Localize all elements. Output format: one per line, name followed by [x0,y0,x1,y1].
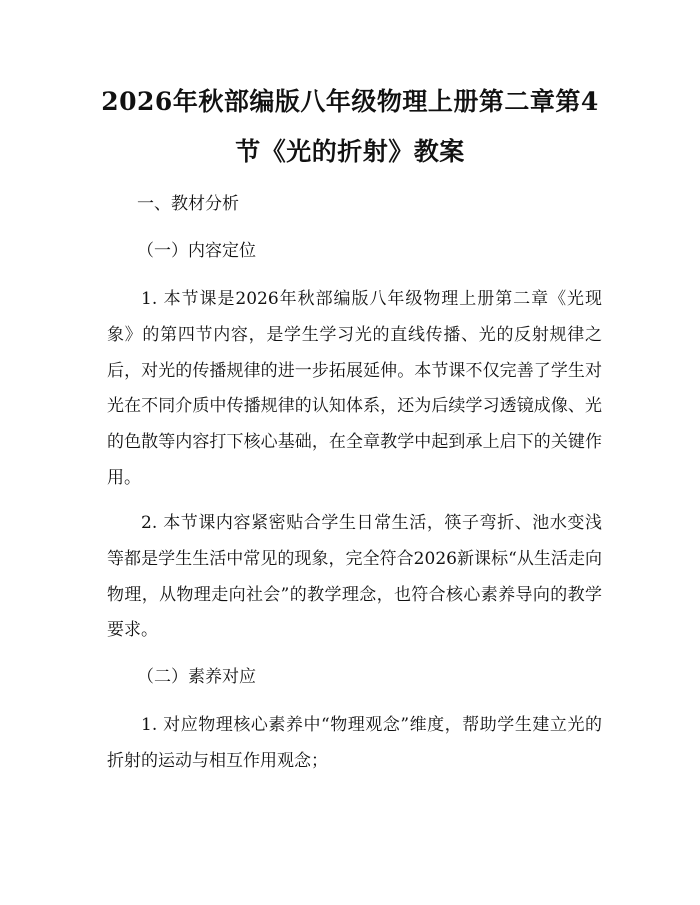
paragraph-content-positioning-2: 2. 本节课内容紧密贴合学生日常生活，筷子弯折、池水变浅等都是学生生活中常见的现象，完全符合2026新课标“从生活走向物理，从物理走向社会”的教学理念，也符合核心素养导向的教学要求。 [107,513,602,641]
subsection-heading-content-positioning: （一）内容定位 [137,241,256,261]
paragraph-content-positioning-1: 1. 本节课是2026年秋部编版八年级物理上册第二章《光现象》的第四节内容，是学生学习光的直线传播、光的反射规律之后，对光的传播规律的进一步拓展延伸。本节课不仅完善了学生对光在不同介质中传播规律的认知体系，还为后续学习透镜成像、光的色散等内容打下核心基础，在全章教学中起到承上启下的关键作用。 [107,289,602,488]
subsection-heading-competency-correspondence: （二）素养对应 [137,667,256,687]
document-title-line-2: 节《光的折射》教案 [235,137,465,166]
paragraph-competency-1: 1. 对应物理核心素养中“物理观念”维度，帮助学生建立光的折射的运动与相互作用观念； [107,715,602,771]
document-title-line-1: 2026年秋部编版八年级物理上册第二章第4 [101,87,599,116]
section-heading-textbook-analysis: 一、教材分析 [137,194,239,214]
